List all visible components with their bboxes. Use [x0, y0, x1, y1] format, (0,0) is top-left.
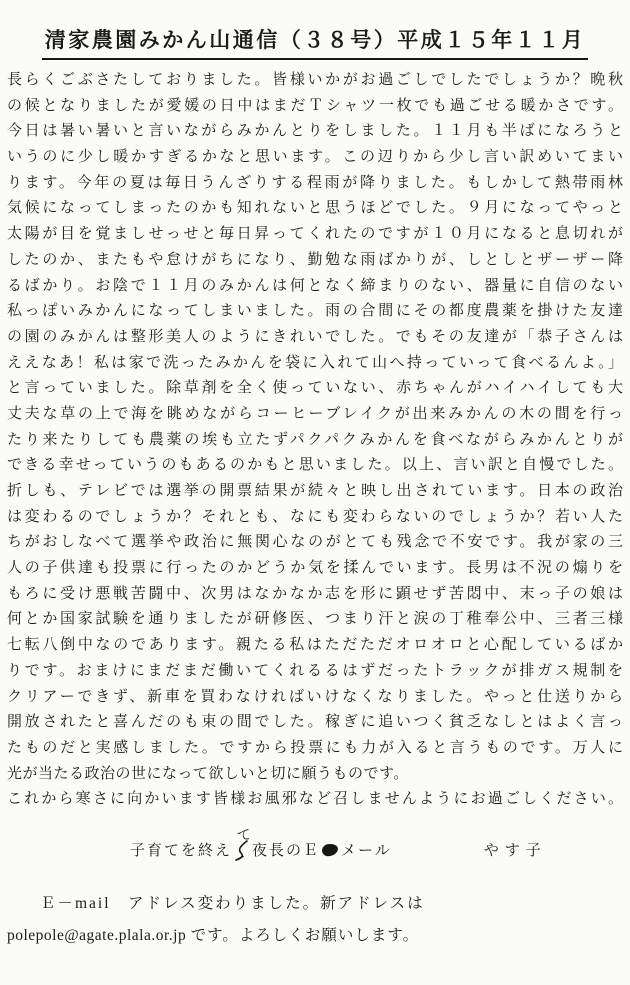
body-line: るばかり。お陰で１１月のみかんは何となく締まりのない、器量に自信のない [7, 277, 623, 294]
body-line: 七転八倒中なのであります。親たる私はただただオロオロと心配しているばか [7, 637, 623, 654]
body-line: ええなあ！私は家で洗ったみかんを袋に入れて山へ持っていって食べるんよ。」 [7, 354, 623, 371]
body-line: は変わるのでしょうか？それとも、なにも変わらないのでしょうか？若い人た [7, 508, 623, 525]
body-line: 折しも、テレビでは選挙の開票結果が続々と映し出されています。日本の政治 [7, 483, 623, 499]
haiku-line [7, 827, 623, 863]
handwritten-insertion [232, 827, 253, 859]
title-row [7, 0, 623, 60]
body-line: 太陽が目を覚ましせっせと毎日昇ってくれたのですが１０月になると息切れが [7, 226, 623, 243]
insertion-caret-icon [232, 840, 252, 862]
body-line: 何とか国家試験を通りましたが研修医、つまり汗と涙の丁稚奉公中、三者三様 [7, 611, 623, 628]
body-line: 光が当たる政治の世になって欲しいと切に願うものです。 [7, 765, 409, 782]
body-line: 気候になってしまったのかも知れないと思うほどでした。９月になってやっと [7, 200, 623, 217]
body-line: いうのに少し暖かすぎるかなと思います。この辺りから少し言い訳めいてまい [7, 149, 623, 166]
body-line: の候となりましたが愛媛の日中はまだＴシャツ一枚でも過ごせる暖かさです。 [7, 97, 623, 114]
body-line: たり来たりしても農薬の埃も立たずパクパクみかんを食べながらみかんとりが [7, 431, 623, 448]
haiku-part-after-scribble: メール [341, 842, 392, 859]
scribbled-out-character [321, 843, 338, 857]
body-line: 今日は暑い暑いと言いながらみかんとりをしました。１１月も半ばになろうと [7, 123, 623, 140]
body-line: の園のみかんは整形美人のようにきれいでした。でもその友達が「恭子さんは [7, 328, 623, 345]
body-line: 丈夫な草の上で海を眺めながらコーヒーブレイクが出来みかんの木の間を行っ [7, 405, 623, 422]
page-title: 清家農園みかん山通信（３８号）平成１５年１１月 [42, 24, 589, 60]
body-line: 人の子供達も投票に行ったのかどうか気を揉んでいます。長男は不況の煽りを [7, 560, 623, 577]
letter-body [7, 68, 623, 813]
body-line: クリアーできず、新車を買わなければいけなくなりました。やっと仕送りから [7, 688, 623, 705]
body-line: たものだと実感しました。ですから投票にも力が入ると言うものです。万人に [7, 739, 623, 756]
body-line: ります。今年の夏は毎日うんざりする程雨が降りました。もしかして熱帯雨林 [7, 174, 623, 191]
body-line: と言っていました。除草剤を全く使っていない、赤ちゃんがハイハイしても大 [7, 380, 623, 397]
body-line: もろに受け悪戦苦闘中、次男はなかなか志を形に顕せず苦悶中、末っ子の娘は [7, 585, 623, 602]
haiku-part-before-insert: 子育てを終え [130, 842, 233, 859]
email-notice-line2-rest: です。よろしくお願いします。 [190, 926, 420, 944]
handwritten-te-character: て [235, 827, 253, 846]
body-line: これから寒さに向かいます皆様お風邪など召しませんようにお過ごしください。 [7, 791, 623, 808]
body-line: 開放されたと喜んだのも束の間でした。稼ぎに追いつく貧乏なしとはよく言っ [7, 714, 623, 731]
body-line: できる幸せっていうのもあるのかもと思いました。以上、言い訳と自慢でした。 [7, 457, 623, 474]
body-line: 長らくごぶさたしておりました。皆様いかがお過ごしでしたでしょうか？晩秋 [7, 72, 623, 88]
body-line: ちがおしなべて選挙や政治に無関心なのがとても残念で不安です。我が家の三 [7, 534, 623, 551]
email-notice-line2 [7, 925, 623, 946]
signature-name: やす子 [483, 842, 547, 859]
body-line: したのか、またもや怠けがちになり、勤勉な雨ばかりが、しとしとザーザー降 [7, 251, 623, 268]
email-notice-line1: Ｅ－mail アドレス変わりました。新アドレスは [40, 894, 425, 912]
email-address: polepole@agate.plala.or.jp [7, 926, 191, 944]
email-notice [7, 893, 623, 946]
body-line: 私っぽいみかんになってしまいました。雨の合間にその都度農薬を掛けた友達 [7, 303, 623, 320]
body-line: りです。おまけにまだまだ働いてくれるるはずだったトラックが排ガス規制を [7, 662, 623, 679]
haiku-part-after-insert: 夜長のＥ [252, 842, 321, 859]
